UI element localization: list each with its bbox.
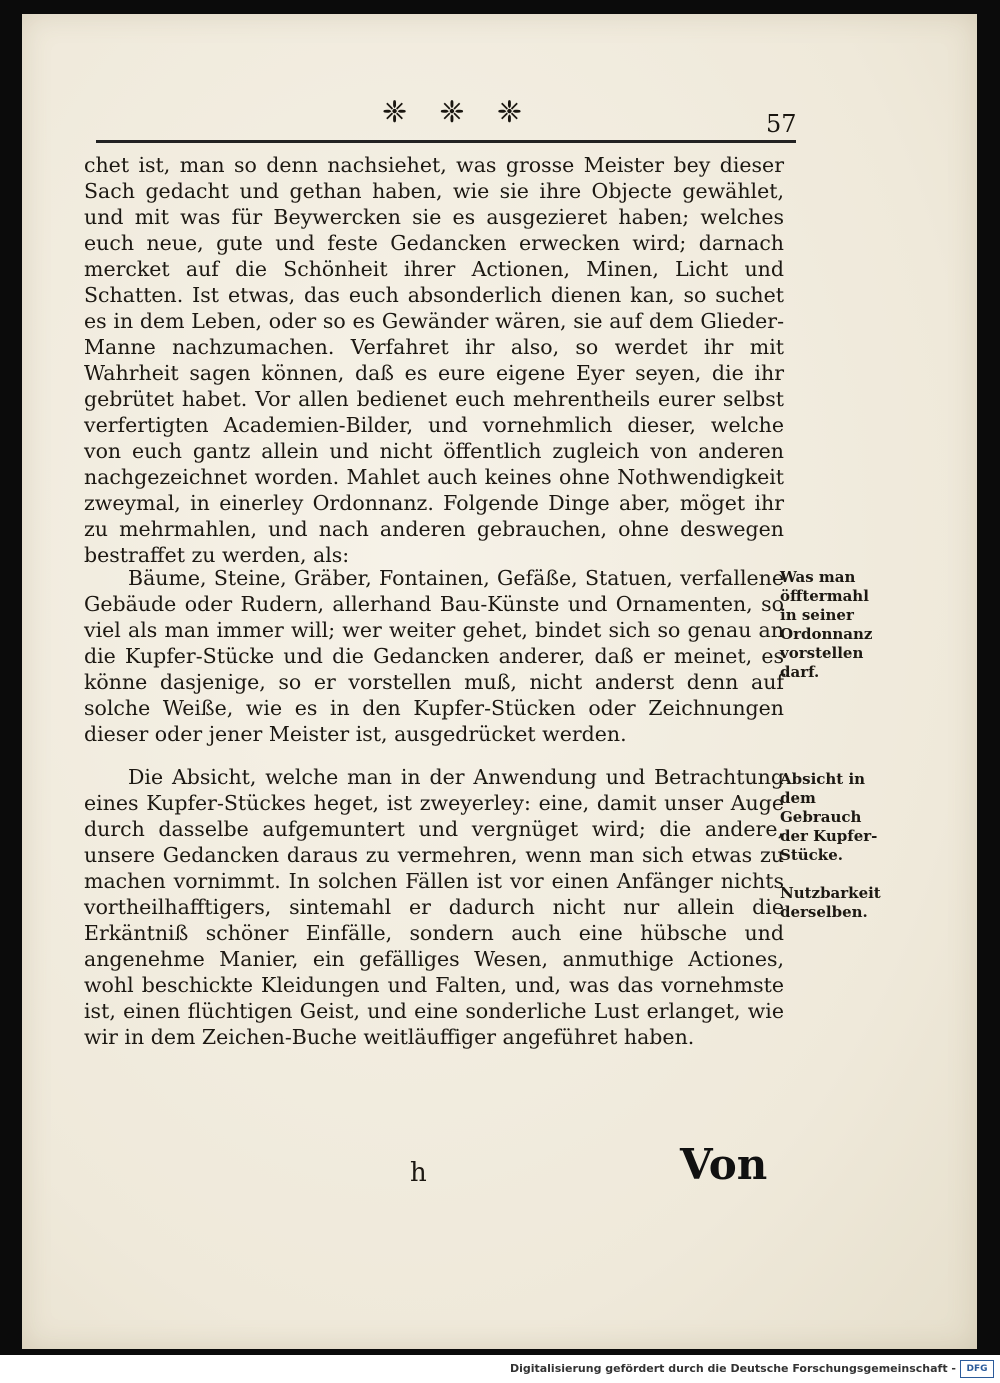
header-ornaments [382,95,522,130]
margin-note-3: Nutzbarkeit derselben. [780,884,881,921]
footer-bar [0,1355,1000,1383]
margin-note-2: Absicht in dem Gebrauch der Kupfer-Stücke. [780,770,878,864]
margin-note-1: Was man öfftermahl in seiner Ordonnanz vorstellen darf. [780,568,873,681]
ornament-icon: ❈ [439,95,465,130]
dfg-logo: DFG [960,1360,994,1378]
paragraph-3: Die Absicht, welche man in der Anwendung und Betrachtung eines Kupfer-Stückes heget, ist zweyerley: eine, damit unser Auge durch dasselbe aufgemuntert und vergnüget wird; die andere, unsere Gedancken daraus zu vermehren, wenn man sich etwas zu machen vornimmt. In solchen Fällen ist vor einen Anfänger nichts vortheilhafftigers, sintemahl er dadurch nicht nur allein die Erkäntniß schöner Einfälle, sondern auch eine hübsche und angenehme Manier, ein gefälliges Wesen, anmuthige Actiones, wohl beschickte Kleidungen und Falten, und, was das vornehmste ist, einen flüchtigen Geist, und eine sonderliche Lust erlanget, wie wir in dem Zeichen-Buche weitläuffiger angeführet haben. [84,765,784,1049]
signature-mark: h [410,1158,427,1188]
paragraph-1: chet ist, man so denn nachsiehet, was grosse Meister bey dieser Sach gedacht und gethan haben, wie sie ihre Objecte gewählet, und mit was für Beywercken sie es ausgezieret haben; welches euch neue, gute und feste Gedancken erwecken wird; darnach mercket auf die Schönheit ihrer Actionen, Minen, Licht und Schatten. Ist etwas, das euch absonderlich dienen kan, so suchet es in dem Leben, oder so es Gewänder wären, sie auf dem Glieder-Manne nachzumachen. Verfahret ihr also, so werdet ihr mit Wahrheit sagen können, daß es eure eigene Eyer seyen, die ihr gebrütet habet. Vor allen bedienet euch mehrentheils eurer selbst verfertigten Academien-Bilder, und vornehmlich dieser, welche von euch gantz allein und nicht öffentlich zugleich von anderen nachgezeichnet worden. Mahlet auch keines ohne Nothwendigkeit zweymal, in einerley Ordonnanz. Folgende Dinge aber, möget ihr zu mehrmahlen, und nach anderen gebrauchen, ohne deswegen bestraffet zu werden, als: [84,153,784,567]
funding-credit: Digitalisierung gefördert durch die Deutsche Forschungsgemeinschaft - [509,1362,956,1375]
header-rule [96,140,796,143]
ornament-icon: ❈ [496,95,522,130]
catchword: Von [680,1140,768,1189]
paragraph-2: Bäume, Steine, Gräber, Fontainen, Gefäße, Statuen, verfallene Gebäude oder Rudern, allerhand Bau-Künste und Ornamenten, so viel als man immer will; wer weiter gehet, bindet sich so genau an die Kupfer-Stücke und die Gedancken anderer, daß er meinet, es könne dasjenige, so er vorstellen muß, nicht anderst denn auf solche Weiße, wie es in den Kupfer-Stücken oder Zeichnungen dieser oder jener Meister ist, ausgedrücket werden. [84,566,784,746]
page-number: 57 [766,110,797,138]
ornament-icon: ❈ [382,95,408,130]
